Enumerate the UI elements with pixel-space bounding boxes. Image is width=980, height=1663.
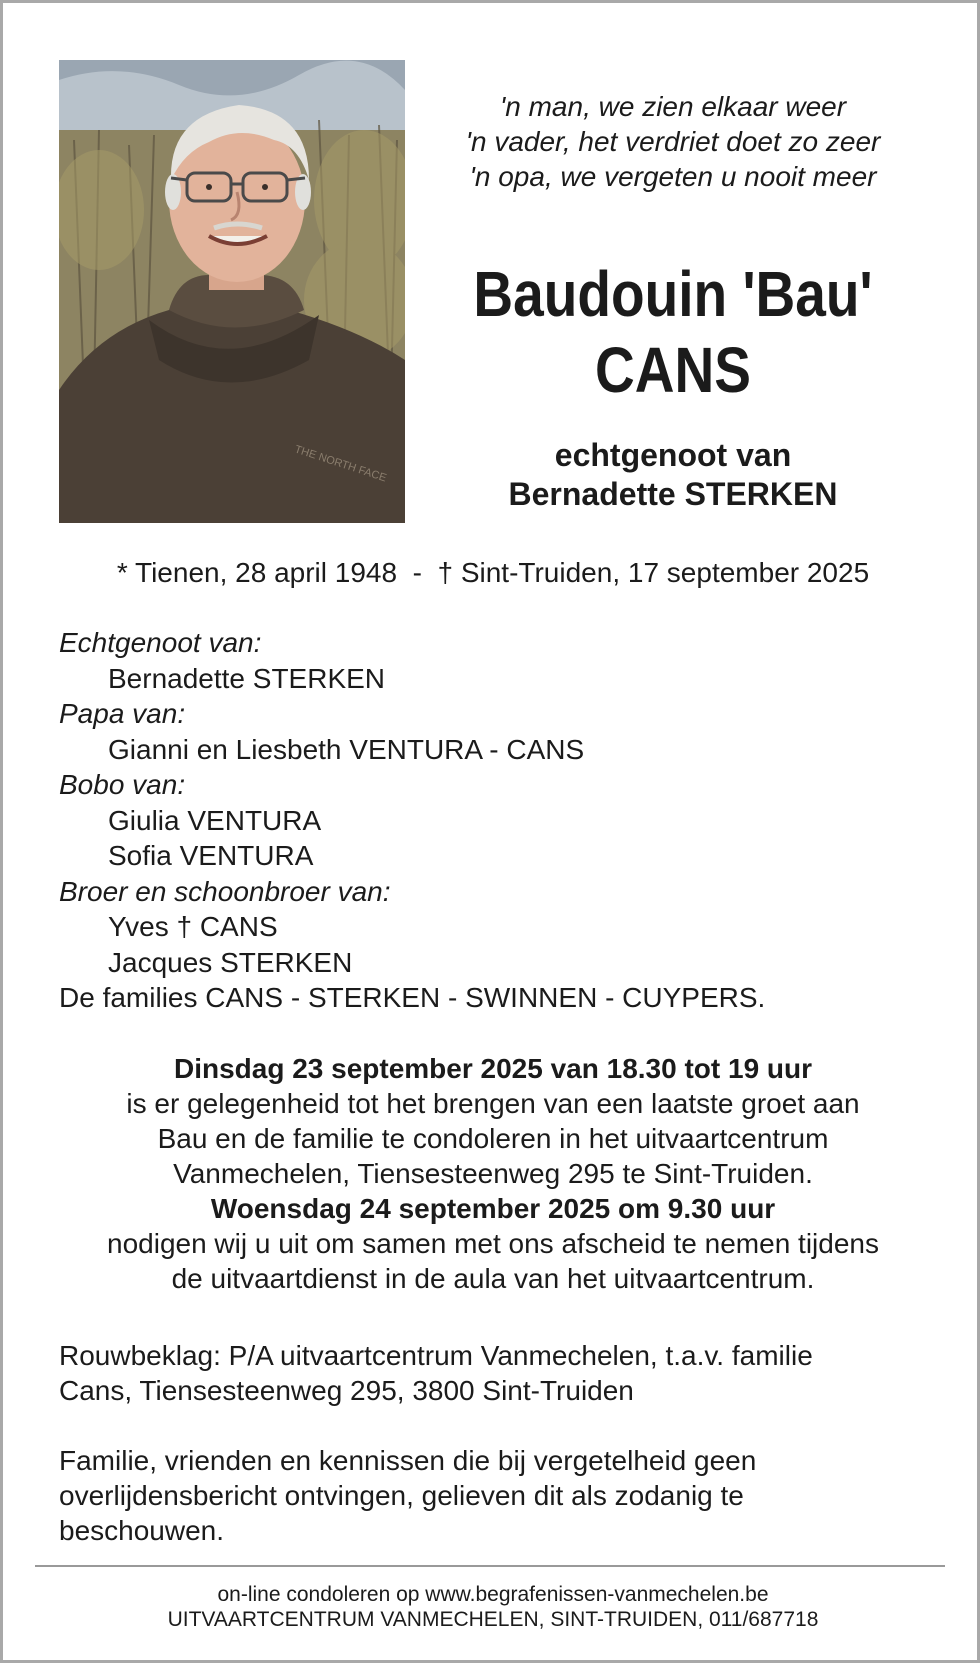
poem-line: 'n opa, we vergeten u nooit meer (469, 161, 877, 192)
funeral-home-contact: UITVAARTCENTRUM VANMECHELEN, SINT-TRUIDEN, 011/687718 (167, 1608, 819, 1631)
family-list (59, 625, 939, 1016)
family-role: Papa van: (59, 698, 186, 729)
condolence-line: Rouwbeklag: P/A uitvaartcentrum Vanmechelen, t.a.v. familie (59, 1340, 813, 1371)
notice-line: overlijdensbericht ontvingen, gelieven dit als zodanig te (59, 1480, 744, 1511)
footer (43, 1582, 943, 1632)
families-line: De families CANS - STERKEN - SWINNEN - CUYPERS. (59, 982, 766, 1013)
family-member: Bernadette STERKEN (108, 662, 386, 694)
condolence-address (59, 1338, 919, 1408)
poem-line: 'n man, we zien elkaar weer (499, 91, 847, 122)
memorial-poem (433, 89, 913, 194)
deceased-first-name: Baudouin 'Bau' (473, 258, 873, 330)
poem-line: 'n vader, het verdriet doet zo zeer (465, 126, 881, 157)
funeral-text: nodigen wij u uit om samen met ons afscheid te nemen tijdens (107, 1228, 879, 1259)
deceased-surname: CANS (595, 334, 751, 406)
family-role: Echtgenoot van: (59, 627, 262, 658)
condolence-line: Cans, Tiensesteenweg 295, 3800 Sint-Truiden (59, 1375, 634, 1406)
family-role: Bobo van: (59, 769, 186, 800)
online-condolence-link[interactable]: on-line condoleren op www.begrafenissen-vanmechelen.be (217, 1583, 769, 1606)
svg-text:THE NORTH FACE: THE NORTH FACE (293, 443, 388, 485)
birth-death-dates: * Tienen, 28 april 1948 - † Sint-Truiden, 17 september 2025 (116, 557, 870, 588)
funeral-heading: Woensdag 24 september 2025 om 9.30 uur (210, 1193, 776, 1224)
family-member: Sofia VENTURA (108, 840, 314, 871)
notice-line: beschouwen. (59, 1515, 225, 1546)
deceased-name (467, 256, 880, 408)
portrait-photo (59, 60, 405, 523)
notice-paragraph (59, 1443, 919, 1548)
family-member: Yves † CANS (108, 911, 278, 942)
visitation-text: Vanmechelen, Tiensesteenweg 295 te Sint-Truiden. (173, 1158, 813, 1189)
footer-divider (35, 1565, 945, 1567)
spouse-label: echtgenoot van (554, 437, 792, 473)
service-details (43, 1051, 943, 1296)
visitation-text: is er gelegenheid tot het brengen van een laatste groet aan (126, 1088, 860, 1119)
visitation-heading: Dinsdag 23 september 2025 van 18.30 tot 19 uur (173, 1053, 813, 1084)
spouse-block (433, 436, 913, 514)
spouse-name: Bernadette STERKEN (508, 476, 838, 512)
family-role: Broer en schoonbroer van: (59, 875, 391, 907)
visitation-text: Bau en de familie te condoleren in het uitvaartcentrum (157, 1123, 829, 1154)
portrait-illustration (59, 60, 405, 523)
family-member: Giulia VENTURA (108, 804, 322, 836)
notice-line: Familie, vrienden en kennissen die bij vergetelheid geen (59, 1445, 757, 1476)
family-member: Gianni en Liesbeth VENTURA - CANS (108, 733, 585, 765)
family-member: Jacques STERKEN (108, 946, 353, 978)
funeral-text: de uitvaartdienst in de aula van het uitvaartcentrum. (171, 1263, 815, 1294)
